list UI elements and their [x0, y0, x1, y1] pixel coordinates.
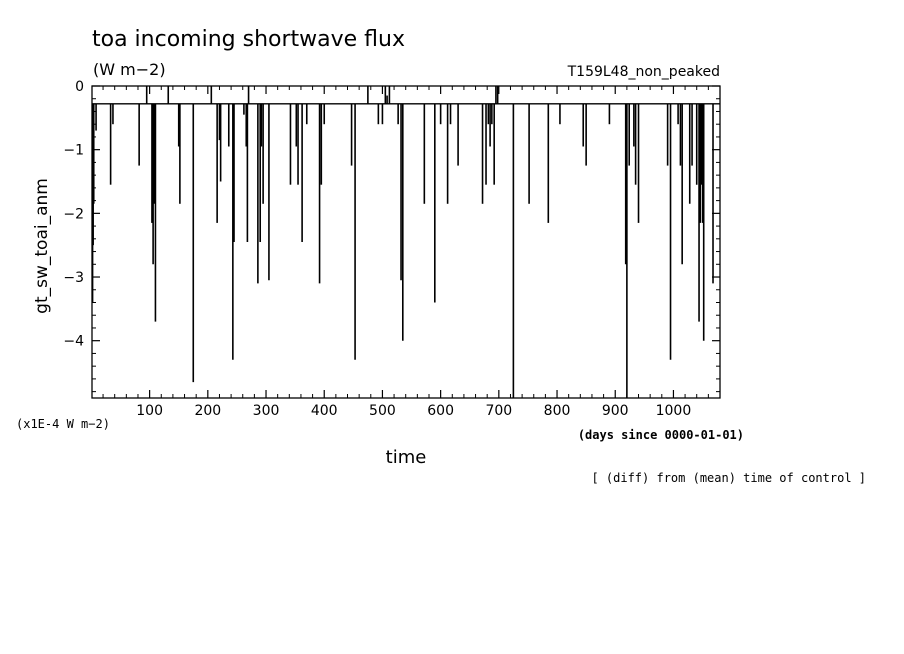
- x-tick-label: 700: [485, 403, 513, 419]
- footnote: [ (diff) from (mean) time of control ]: [591, 471, 866, 485]
- y-tick-label: 0: [75, 79, 84, 95]
- y-tick-label: −3: [63, 270, 84, 287]
- x-tick-label: 900: [601, 403, 629, 419]
- chart-title: toa incoming shortwave flux: [92, 27, 405, 52]
- x-tick-label: 300: [252, 403, 280, 419]
- x-tick-label: 400: [310, 403, 338, 419]
- plot-area: [63, 79, 720, 419]
- y-axis-label: gt_sw_toai_anm: [32, 178, 52, 314]
- x-tick-label: 200: [194, 403, 222, 419]
- y-tick-label: −1: [63, 142, 84, 159]
- x-tick-label: 600: [427, 403, 454, 419]
- y-tick-label: −2: [63, 206, 84, 223]
- x-axis-label: time: [385, 447, 427, 468]
- x-units-label: (days since 0000-01-01): [577, 428, 744, 442]
- y-tick-label: −4: [63, 333, 84, 350]
- y-scale-note: (x1E-4 W m−2): [16, 417, 110, 431]
- x-tick-label: 1000: [655, 403, 692, 419]
- x-tick-label: 500: [369, 403, 396, 419]
- x-tick-label: 800: [543, 403, 571, 419]
- chart-units: (W m−2): [93, 60, 166, 79]
- x-tick-label: 100: [136, 403, 163, 419]
- run-label: T159L48_non_peaked: [567, 64, 720, 80]
